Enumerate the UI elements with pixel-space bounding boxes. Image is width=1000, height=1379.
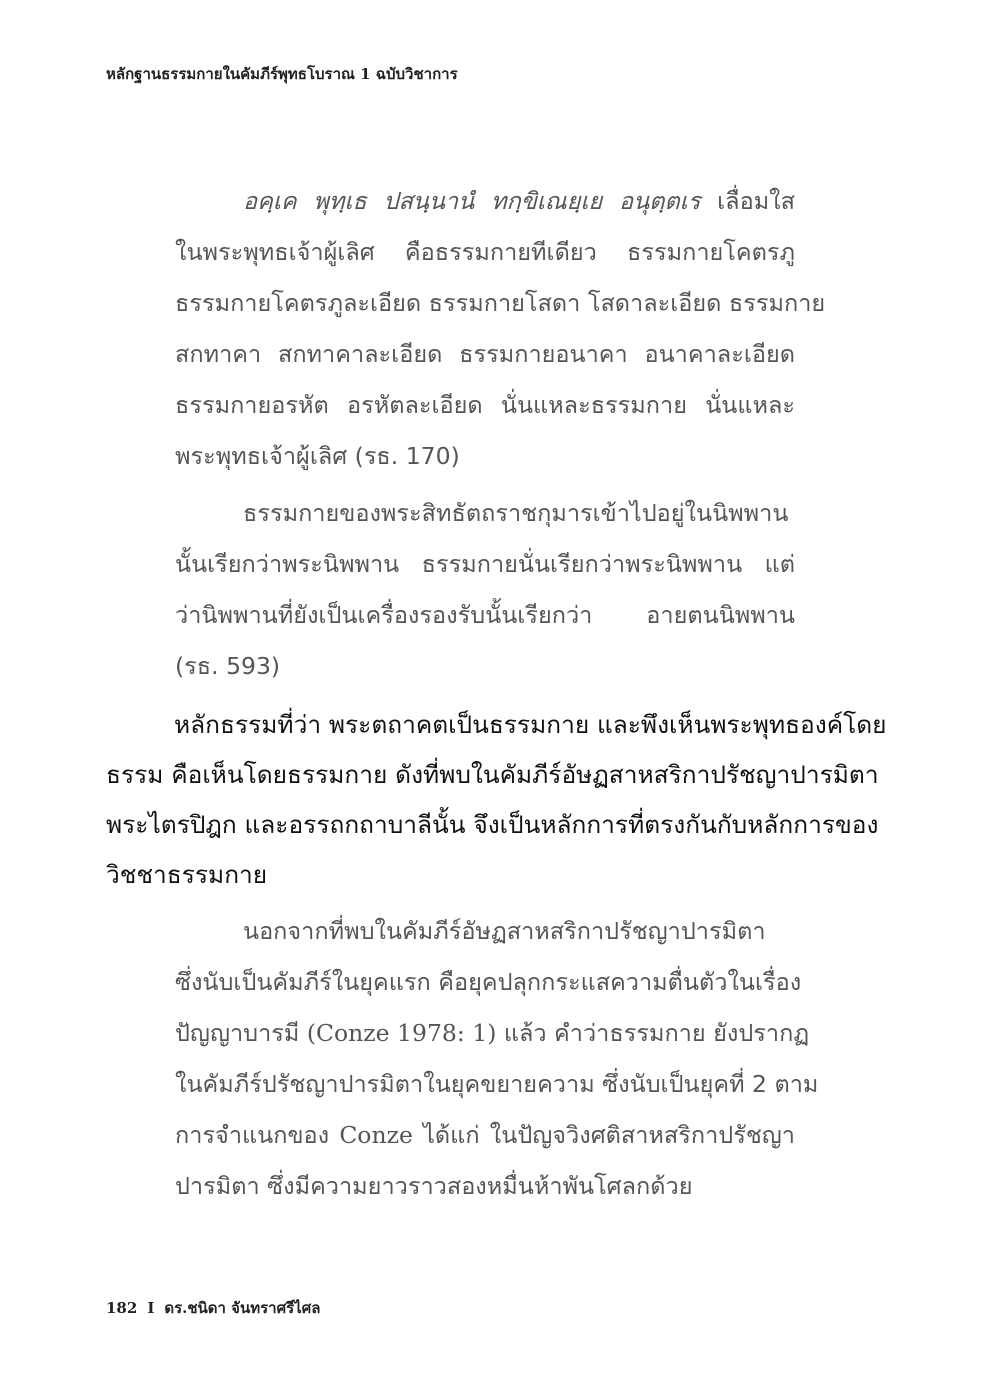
quote3-line5-b: ได้แก่ ในปัญจวิงศติสาหสริกาปรัชญา bbox=[412, 1121, 795, 1149]
quote3-line bbox=[175, 1008, 810, 1059]
quote1-line-1 bbox=[175, 176, 795, 227]
quote3-line: นอกจากที่พบในคัมภีร์อัษฏสาหสริกาปรัชญาปารมิตา bbox=[243, 917, 766, 945]
quote3-line5-a: การจำแนกของ bbox=[175, 1121, 340, 1149]
quote1-line: ธรรมกายอรหัต อรหัตละเอียด นั่นแหละธรรมกาย นั่นแหละ bbox=[175, 391, 795, 419]
quote3-line3-a: ปัญญาบารมี bbox=[175, 1019, 307, 1047]
quote-block-2 bbox=[175, 488, 795, 692]
quote3-line: ซึ่งนับเป็นคัมภีร์ในยุคแรก คือยุคปลุกกระแสความตื่นตัวในเรื่อง bbox=[175, 968, 802, 996]
running-header: หลักฐานธรรมกายในคัมภีร์พุทธโบราณ 1 ฉบับวิชาการ bbox=[106, 65, 458, 83]
footer-separator: I bbox=[147, 1299, 155, 1317]
main-line: วิชชาธรรมกาย bbox=[106, 860, 268, 889]
pali-verse: อคฺเค พุทฺเธ ปสนฺนานํ ทกฺขิเณยฺเย อนุตฺตเร bbox=[243, 187, 701, 215]
main-paragraph bbox=[106, 700, 887, 900]
quote3-line: ปารมิตา ซึ่งมีความยาวราวสองหมื่นห้าพันโศลกด้วย bbox=[175, 1172, 693, 1200]
quote3-line: ในคัมภีร์ปรัชญาปารมิตาในยุคขยายความ ซึ่งนับเป็นยุคที่ 2 ตาม bbox=[175, 1070, 819, 1098]
quote1-line: ในพระพุทธเจ้าผู้เลิศ คือธรรมกายทีเดียว ธรรมกายโคตรภู bbox=[175, 238, 795, 266]
footer-author: ดร.ชนิดา จันทราศรีไศล bbox=[164, 1299, 321, 1317]
quote3-line bbox=[175, 1110, 795, 1161]
quote2-line: นั้นเรียกว่าพระนิพพาน ธรรมกายนั่นเรียกว่าพระนิพพาน แต่ bbox=[175, 550, 795, 578]
quote2-line: (รธ. 593) bbox=[175, 652, 281, 680]
quote1-line1-rest: เลื่อมใส bbox=[700, 187, 795, 215]
main-line: พระไตรปิฎก และอรรถกถาบาลีนั้น จึงเป็นหลักการที่ตรงกันกับหลักการของ bbox=[106, 810, 879, 839]
quote-block-3 bbox=[175, 906, 819, 1212]
main-line: หลักธรรมที่ว่า พระตถาคตเป็นธรรมกาย และพึงเห็นพระพุทธองค์โดย bbox=[174, 710, 887, 739]
quote2-line: ธรรมกายของพระสิทธัตถราชกุมารเข้าไปอยู่ในนิพพาน bbox=[243, 499, 789, 527]
author-name-conze: Conze bbox=[339, 1121, 413, 1149]
quote3-line3-b: แล้ว คำว่าธรรมกาย ยังปรากฏ bbox=[496, 1019, 810, 1047]
page-number: 182 bbox=[106, 1299, 138, 1317]
quote-block-1 bbox=[175, 176, 826, 482]
citation: (Conze 1978: 1) bbox=[306, 1019, 497, 1047]
quote2-line: ว่านิพพานที่ยังเป็นเครื่องรองรับนั้นเรียกว่า อายตนนิพพาน bbox=[175, 601, 795, 629]
quote1-line: ธรรมกายโคตรภูละเอียด ธรรมกายโสดา โสดาละเอียด ธรรมกาย bbox=[175, 289, 826, 317]
page-footer bbox=[106, 1296, 320, 1320]
quote1-line: สกทาคา สกทาคาละเอียด ธรรมกายอนาคา อนาคาละเอียด bbox=[175, 340, 795, 368]
main-line: ธรรม คือเห็นโดยธรรมกาย ดังที่พบในคัมภีร์อัษฏสาหสริกาปรัชญาปารมิตา bbox=[106, 760, 879, 789]
quote1-line: พระพุทธเจ้าผู้เลิศ (รธ. 170) bbox=[175, 442, 460, 470]
